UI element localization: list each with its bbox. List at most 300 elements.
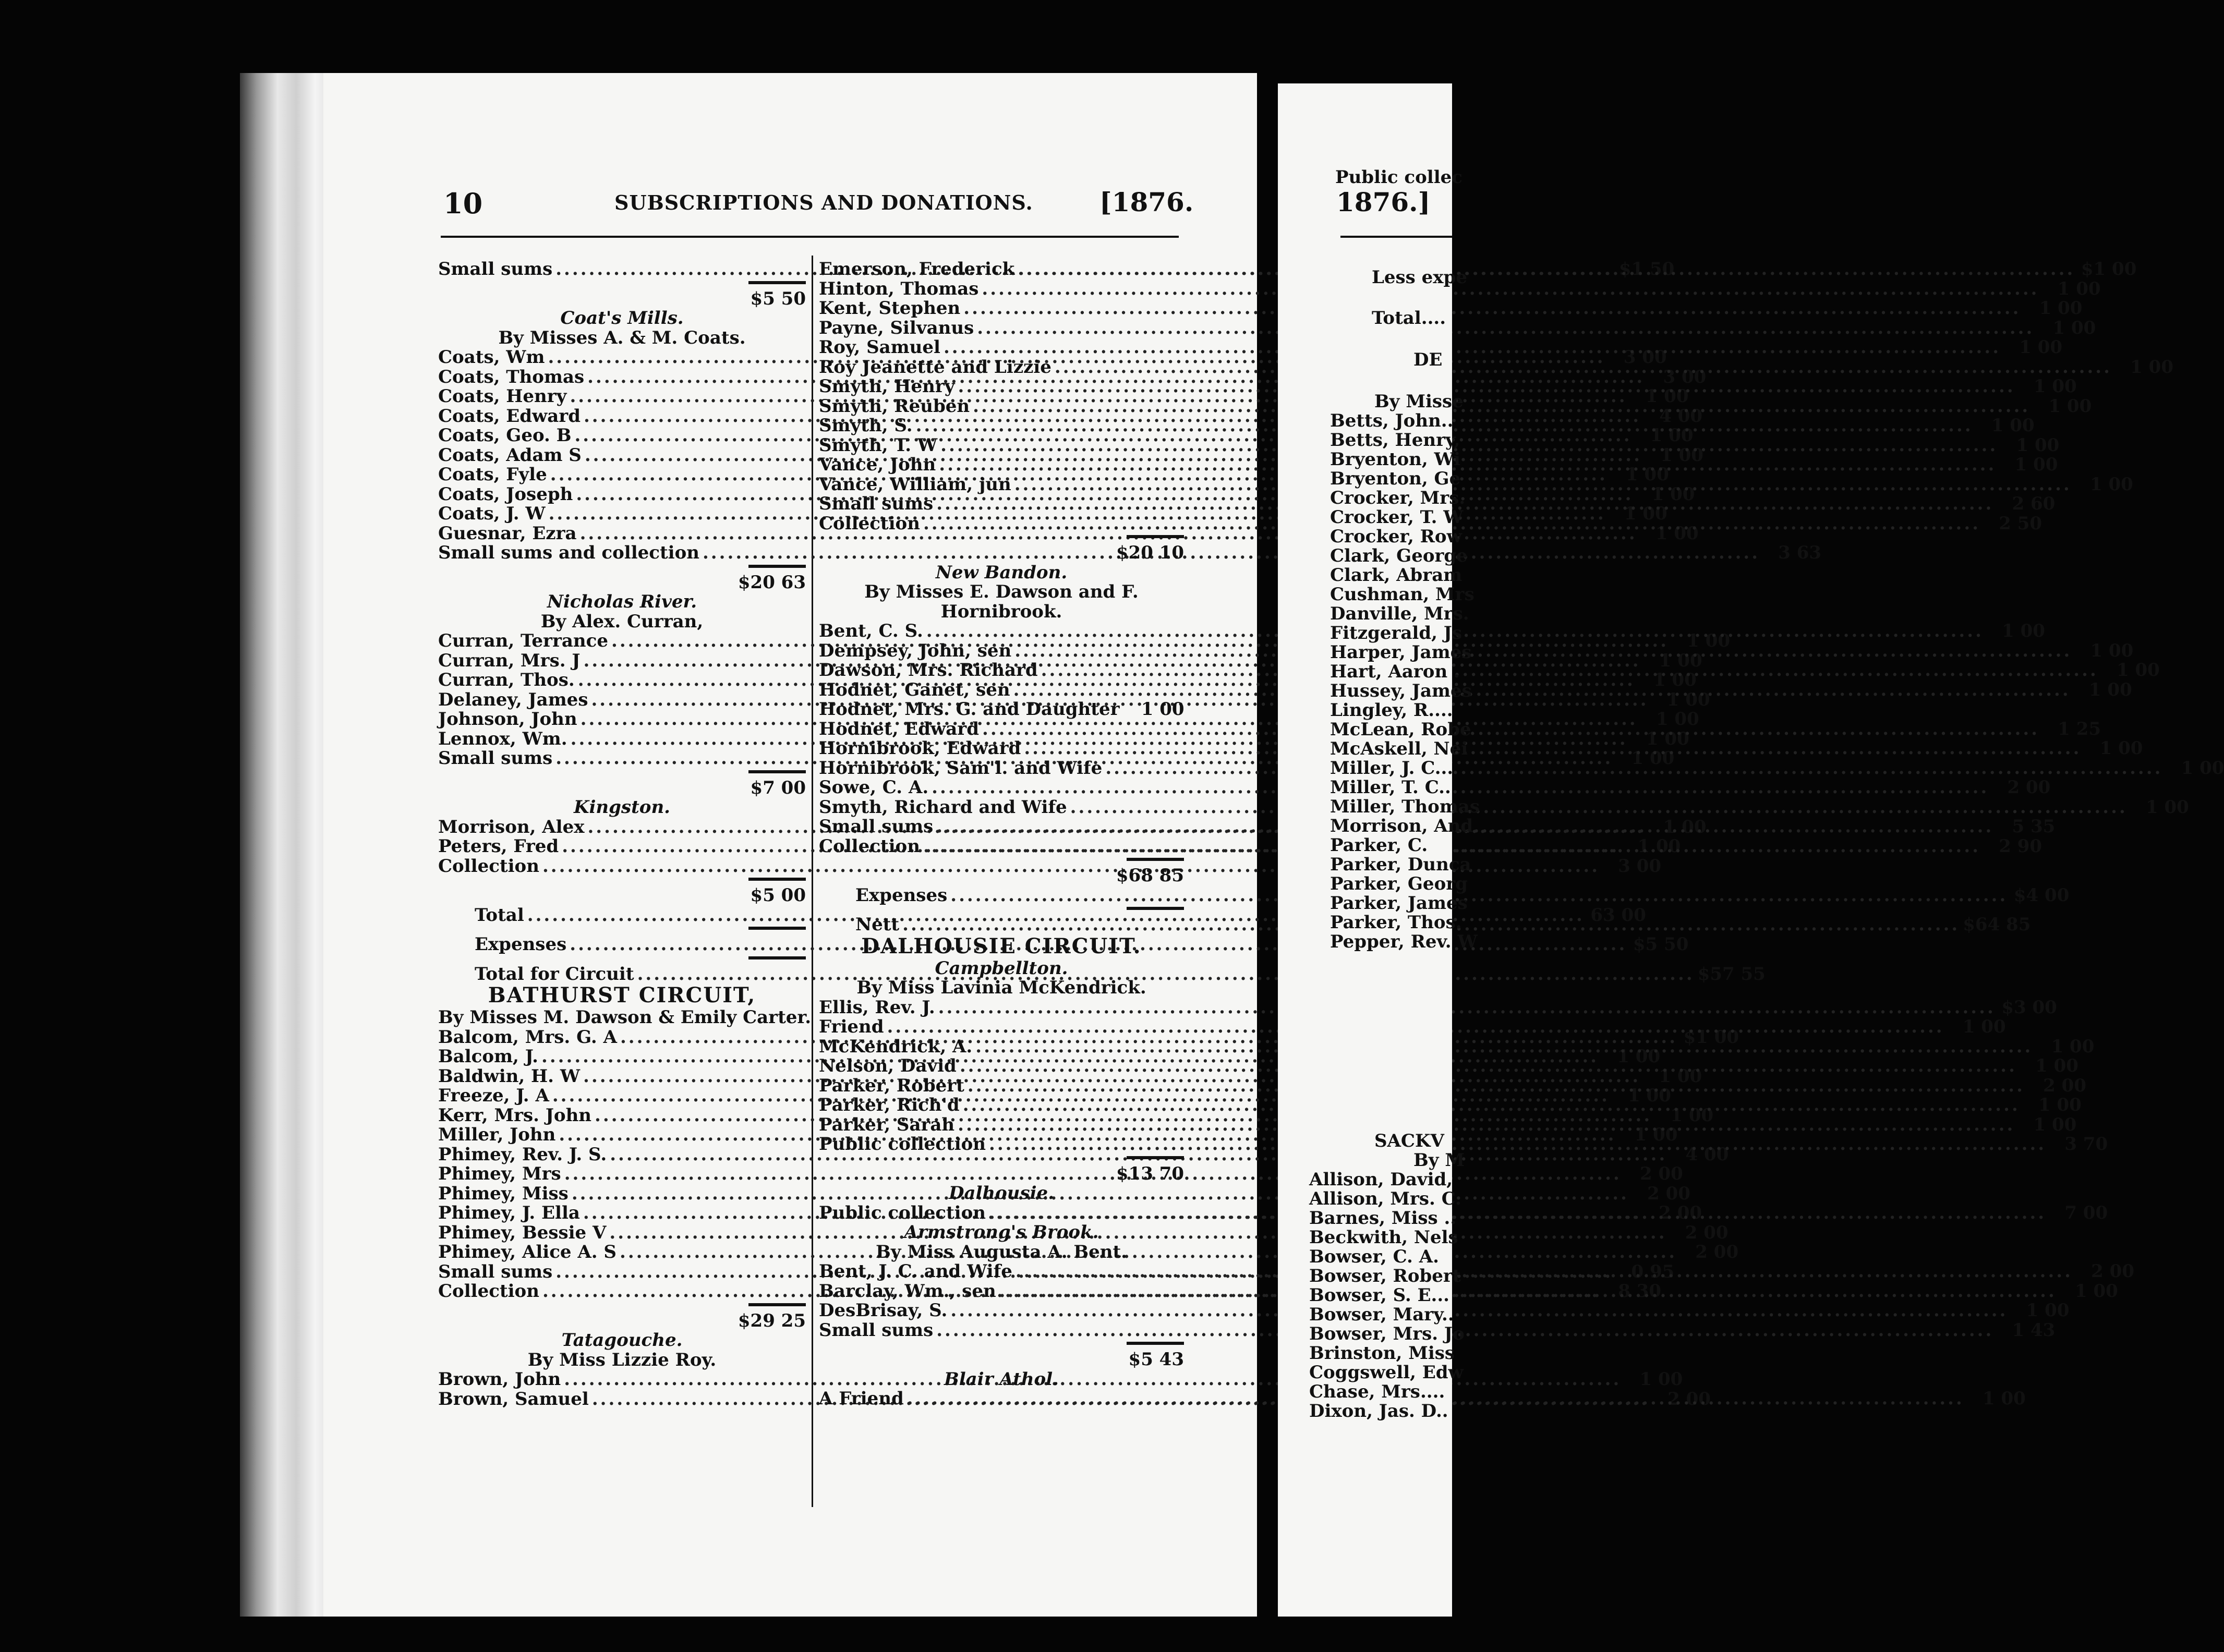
header-rule — [441, 236, 1179, 238]
entry-amount: 3 70 — [2064, 1134, 2108, 1155]
entry-name: Collection — [438, 1281, 539, 1302]
leader-dots — [963, 1095, 2020, 1115]
entry-amount: 1 00 — [1646, 728, 1689, 749]
right-page-line: Parker, Thos. — [1330, 912, 1462, 933]
leader-dots — [932, 777, 1989, 798]
leader-dots — [1055, 357, 2112, 378]
right-page-line: Crocker, T. W — [1330, 507, 1464, 528]
right-page-line: Fitzgerald, Js — [1330, 623, 1462, 643]
entry-amount: 4 00 — [1685, 1144, 1729, 1165]
entry-name: Parker, Sarah — [819, 1114, 955, 1135]
subtotal — [438, 572, 806, 592]
subtotal-rule — [748, 1303, 806, 1306]
subtotal-rule — [1127, 535, 1184, 538]
subtotal-rule — [748, 565, 806, 568]
entry-amount: 0 95 — [1631, 1261, 1675, 1282]
entry-name: Barclay, Wm., sen — [819, 1280, 996, 1302]
right-page-line: Bryenton, Ge — [1330, 468, 1461, 489]
entry-amount: 1 00 — [2048, 395, 2092, 417]
entry-amount: 1 00 — [2145, 796, 2189, 818]
leader-dots — [1014, 474, 2072, 495]
entry-name: Expenses — [475, 934, 567, 955]
collector-line: By Misses A. & M. Coats. — [498, 327, 746, 348]
entry-name: Balcom, Mrs. G. A — [438, 1026, 617, 1048]
entry-amount: 1 00 — [1659, 650, 1702, 671]
entry-name: Emerson, Frederick — [819, 259, 1015, 280]
right-page-line: Crocker, Mrs. — [1330, 488, 1466, 508]
right-page-line: Bowser, Mary.. — [1309, 1304, 1454, 1325]
entry-name: Coats, J. W — [438, 503, 546, 524]
collector-line: By Alex. Curran, — [540, 611, 704, 632]
entry-name: Collection — [819, 513, 920, 534]
leader-dots — [938, 997, 1996, 1018]
entry-name: Friend — [819, 1016, 884, 1037]
entry-name: Nelson, David — [819, 1055, 957, 1076]
entry-name: Public collection — [819, 1202, 986, 1223]
page-number: 10 — [443, 187, 483, 220]
entry-name: Delaney, James — [438, 689, 588, 710]
entry-name: Hodnet, Edward — [819, 718, 979, 739]
section-heading: Tatagouche. — [561, 1330, 683, 1351]
right-page-line: Cushman, Mrs — [1330, 584, 1474, 605]
entry-name: Parker, Robert — [819, 1075, 964, 1096]
subtotal-amount: $5 50 — [750, 288, 806, 309]
leader-dots — [950, 885, 2008, 906]
leader-dots — [936, 1320, 1993, 1341]
ledger-entry — [819, 1036, 2095, 1057]
entry-name: Parker, Rich'd — [819, 1095, 960, 1115]
entry-amount: 1 00 — [2026, 1300, 2070, 1321]
leader-dots — [1024, 738, 2081, 759]
subtotal-rule — [1127, 1342, 1184, 1345]
entry-amount: 4 00 — [1659, 405, 1703, 427]
entry-amount: 1 00 — [1655, 709, 1699, 730]
ledger-entry — [819, 1095, 2082, 1115]
entry-amount: $64 85 — [1963, 914, 2031, 935]
subtotal — [438, 885, 806, 905]
entry-name: Phimey, Rev. J. S. — [438, 1144, 607, 1165]
entry-amount: 1 00 — [1666, 689, 1710, 710]
subtotal — [819, 1163, 1184, 1183]
right-page-line: Bowser, Mrs. Jo — [1309, 1323, 1465, 1344]
entry-amount: 8 30 — [1618, 1281, 1662, 1302]
subtotal-rule — [1127, 858, 1184, 861]
entry-amount: 1 00 — [2057, 278, 2101, 299]
leader-dots — [939, 454, 1996, 475]
leader-dots — [963, 298, 2021, 319]
leader-dots — [989, 1134, 2046, 1155]
entry-amount: 1 00 — [1687, 630, 1731, 651]
entry-name: Smyth, Reuben — [819, 395, 970, 417]
right-page-line: Coggswell, Edw — [1309, 1362, 1464, 1383]
right-page-line: Betts, John.. — [1330, 410, 1454, 431]
entry-name: Curran, Mrs. J — [438, 650, 581, 671]
right-page-line: Pepper, Rev. W — [1330, 931, 1478, 952]
entry-name: Roy, Samuel — [819, 337, 940, 358]
entry-name: Collection — [438, 855, 539, 877]
right-page-line: Bowser, Robert — [1309, 1266, 1461, 1286]
entry-amount: 1 00 — [1962, 1016, 2006, 1037]
entry-amount: 1 00 — [1141, 699, 1184, 720]
entry-name: Sowe, C. A. — [819, 777, 929, 798]
leader-dots — [989, 1202, 2046, 1223]
subtotal-rule — [748, 878, 806, 881]
leader-dots — [958, 1114, 2015, 1135]
running-title: SUBSCRIPTIONS AND DONATIONS. — [614, 191, 1033, 214]
book-spine-edge — [240, 73, 334, 1617]
entry-name: Smyth, S. — [819, 415, 913, 436]
right-page-line: Brinston, Miss — [1309, 1343, 1455, 1364]
leader-dots — [1070, 797, 2128, 818]
entry-amount: 1 00 — [1663, 816, 1707, 837]
entry-name: Collection — [819, 835, 920, 857]
right-page-line: Parker, James — [1330, 893, 1468, 914]
subtotal-rule — [748, 927, 806, 930]
entry-amount: 1 00 — [2038, 1095, 2082, 1115]
entry-name: Miller, John — [438, 1124, 556, 1145]
entry-amount: 1 00 — [2088, 679, 2132, 700]
subtotal — [819, 1349, 1184, 1369]
entry-amount: 1 00 — [2019, 337, 2063, 358]
entry-name: Dempsey, John, sen — [819, 640, 1012, 661]
entry-amount: 3 63 — [1778, 542, 1822, 563]
ledger-entry — [819, 278, 2101, 299]
entry-amount: 1 00 — [1637, 836, 1681, 857]
entry-amount: 1 00 — [1670, 1104, 1714, 1126]
right-page-line: Less expe — [1372, 267, 1467, 288]
right-page-line: Bowser, S. E... — [1309, 1285, 1450, 1306]
entry-name: Ellis, Rev. J. — [819, 997, 935, 1018]
subtotal — [438, 1310, 806, 1330]
leader-dots — [982, 278, 2039, 299]
entry-amount: $1 00 — [2081, 259, 2137, 280]
leader-dots — [999, 1281, 2057, 1302]
entry-name: Coats, Edward — [438, 405, 581, 427]
entry-name: Coats, Fyle — [438, 464, 547, 485]
right-page-line: Harper, James — [1330, 642, 1472, 663]
entry-name: Small sums — [819, 493, 934, 514]
leader-dots — [944, 337, 2001, 358]
section-heading: Kingston. — [573, 797, 671, 818]
collector-line: Hornibrook. — [940, 601, 1062, 622]
entry-name: Vance, John — [819, 454, 936, 475]
entry-amount: 7 00 — [2064, 1202, 2108, 1223]
entry-amount: 63 00 — [1590, 904, 1646, 926]
subtotal-rule — [748, 770, 806, 773]
subtotal-amount: $7 00 — [750, 777, 806, 798]
entry-name: Hornibrook, Sam'l. and Wife — [819, 757, 1103, 779]
entry-amount: 1 00 — [1639, 1369, 1683, 1390]
entry-amount: 2 60 — [2012, 493, 2056, 514]
entry-name: Hodnet, Ganet, sen — [819, 679, 1010, 700]
entry-name: Kent, Stephen — [819, 298, 961, 319]
entry-name: Brown, John — [438, 1369, 561, 1390]
entry-amount: 2 00 — [1667, 1388, 1711, 1410]
entry-name: Small sums — [438, 259, 553, 280]
entry-name: Public collection — [819, 1134, 986, 1155]
entry-amount: 1 00 — [2116, 660, 2160, 681]
subtotal-amount: $13 70 — [1116, 1163, 1184, 1184]
right-page-fragment — [1278, 83, 1480, 1617]
leader-dots — [1018, 259, 2075, 280]
entry-name: Coats, Adam S — [438, 444, 582, 466]
entry-name: Bent, J. C. and Wife — [819, 1261, 1012, 1282]
right-page-line: Clark, George — [1330, 545, 1468, 566]
entry-name: Dawson, Mrs. Richard — [819, 660, 1038, 681]
entry-name: Nett — [855, 914, 900, 935]
entry-name: Small sums and collection — [438, 542, 699, 563]
entry-amount: $3 00 — [2001, 997, 2057, 1018]
entry-amount: 5 35 — [2012, 816, 2056, 837]
entry-name: Curran, Terrance — [438, 630, 608, 651]
entry-amount: 2 00 — [2091, 1261, 2134, 1282]
leader-dots — [1041, 660, 2098, 681]
section-heading: Blair Athol. — [944, 1368, 1059, 1390]
entry-name: Total for Circuit — [475, 963, 634, 985]
collector-line: By Miss Lavinia McKendrick. — [856, 977, 1146, 998]
entry-amount: 2 00 — [1640, 1163, 1683, 1184]
right-page-line: DE — [1413, 349, 1443, 370]
subtotal — [819, 542, 1184, 562]
entry-amount: 1 00 — [1626, 464, 1669, 485]
ledger-entry — [819, 997, 2057, 1018]
entry-name: Curran, Thos. — [438, 670, 575, 690]
entry-name: Phimey, Alice A. S — [438, 1242, 617, 1262]
entry-amount: 1 00 — [1650, 425, 1694, 446]
entry-name: Small sums — [438, 748, 553, 769]
right-page-line: Clark, Abram — [1330, 565, 1462, 586]
subtotal-amount: $29 25 — [738, 1310, 806, 1331]
collector-line: By Misses E. Dawson and F. — [864, 581, 1139, 602]
entry-amount: 1 00 — [1617, 1046, 1661, 1067]
right-page-line: By M — [1413, 1150, 1465, 1171]
entry-amount: 1 00 — [1628, 1085, 1671, 1106]
right-page-line: Bowser, C. A. — [1309, 1246, 1439, 1267]
entry-name: Coats, Joseph — [438, 483, 573, 505]
right-page-line: McLean, Robe — [1330, 719, 1471, 740]
entry-name: Lennox, Wm. — [438, 728, 567, 749]
entry-name: Smyth, Richard and Wife — [819, 796, 1067, 818]
entry-name: Baldwin, H. W — [438, 1065, 581, 1087]
entry-amount: 1 00 — [2039, 298, 2083, 319]
entry-amount: 1 00 — [2099, 738, 2143, 759]
collector-line: By Miss Augusta A. Bent. — [876, 1241, 1127, 1262]
ledger-entry — [819, 1114, 2077, 1135]
subtotal-amount: $5 00 — [750, 885, 806, 906]
entry-name: Johnson, John — [438, 709, 577, 730]
entry-amount: $4 00 — [2013, 884, 2070, 906]
ledger-entry — [819, 1016, 2006, 1037]
leader-dots — [1013, 679, 2071, 700]
entry-amount: 2 50 — [1999, 513, 2042, 534]
entry-name: Phimey, J. Ella — [438, 1202, 580, 1223]
entry-amount: 1 00 — [1624, 503, 1667, 524]
subtotal-rule — [1127, 907, 1184, 910]
section-heading: Campbellton. — [935, 957, 1068, 979]
right-page-line: Dixon, Jas. D.. — [1309, 1401, 1448, 1422]
entry-amount: 3 00 — [1623, 347, 1667, 368]
entry-amount: 1 00 — [1660, 444, 1703, 466]
collector-line: By Misses M. Dawson & Emily Carter. — [438, 1007, 812, 1028]
entry-name: Kerr, Mrs. John — [438, 1104, 592, 1126]
entry-amount: $1 50 — [1618, 259, 1675, 280]
entry-name: Balcom, J. — [438, 1046, 538, 1067]
right-page-line: Hart, Aaron . — [1330, 661, 1460, 682]
entry-name: Expenses — [855, 884, 948, 906]
entry-amount: 1 00 — [2181, 757, 2224, 779]
entry-amount: 1 00 — [1631, 748, 1675, 769]
right-page-line: Beckwith, Nels — [1309, 1227, 1458, 1248]
entry-amount: 1 00 — [2052, 317, 2096, 338]
entry-amount: 2 00 — [1695, 1242, 1739, 1262]
entry-amount: 1 00 — [1659, 1065, 1702, 1087]
right-page-line: Allison, David, — [1309, 1169, 1453, 1190]
section-heading: Coat's Mills. — [560, 308, 684, 329]
right-page-line: SACKV — [1374, 1131, 1444, 1151]
right-page-year: 1876.] — [1336, 187, 1431, 217]
entry-amount: 1 00 — [2130, 356, 2173, 378]
entry-name: Small sums — [819, 1319, 934, 1341]
leader-dots — [1105, 758, 2162, 779]
entry-amount: 1 00 — [1655, 523, 1699, 544]
entry-name: Coats, Wm — [438, 347, 545, 368]
right-page-line: Hussey, James — [1330, 681, 1472, 701]
entry-amount: 2 00 — [1685, 1222, 1729, 1243]
subtotal-rule — [1127, 1156, 1184, 1159]
right-page-line: Crocker, Row — [1330, 526, 1462, 547]
entry-name: Hinton, Thomas — [819, 278, 979, 299]
entry-amount: 1 00 — [2002, 621, 2045, 641]
entry-amount: 1 00 — [1983, 1388, 2026, 1409]
entry-amount: 1 00 — [1634, 1124, 1678, 1145]
ledger-entry — [819, 1055, 2078, 1076]
entry-name: Brown, Samuel — [438, 1388, 589, 1410]
right-page-line: Parker, C. — [1330, 835, 1428, 856]
entry-name: Total — [475, 904, 524, 926]
entry-name: DesBrisay, S. — [819, 1300, 948, 1321]
entry-name: Bent, C. S. — [819, 621, 923, 641]
entry-amount: 2 00 — [1659, 1202, 1702, 1223]
ledger-entry — [819, 699, 1184, 719]
leader-dots — [968, 1075, 2025, 1096]
entry-name: Coats, Henry — [438, 386, 567, 407]
right-page-line: Allison, Mrs. C. — [1309, 1188, 1462, 1209]
subtotal-amount: $68 85 — [1116, 865, 1184, 886]
subtotal-rule — [748, 281, 806, 284]
section-heading: Armstrong's Brook. — [904, 1222, 1099, 1243]
section-heading: Nicholas River. — [547, 591, 697, 612]
entry-amount: 1 00 — [2074, 1280, 2118, 1302]
right-page-line: Parker, Dunca — [1330, 854, 1471, 875]
leader-dots — [960, 1055, 2017, 1076]
entry-name: Morrison, Alex — [438, 816, 585, 837]
right-page-line: Betts, Henry, — [1330, 430, 1460, 451]
subtotal-rule — [748, 956, 806, 959]
subtotal — [438, 778, 806, 797]
right-page-header-rule — [1340, 236, 1452, 238]
right-page-line: McAskell, Nei — [1330, 738, 1468, 759]
entry-name: Small sums — [819, 816, 934, 837]
leader-dots — [973, 396, 2030, 417]
entry-amount: 1 00 — [2035, 1055, 2078, 1076]
leader-dots — [1014, 640, 2072, 661]
entry-amount: 3 00 — [1663, 366, 1707, 387]
entry-amount: 1 00 — [2090, 473, 2133, 495]
entry-name: Smyth, T. W — [819, 434, 938, 456]
entry-name: Vance, William, jun — [819, 473, 1011, 495]
entry-amount: 1 00 — [2051, 1036, 2095, 1057]
entry-amount: 1 00 — [1651, 483, 1695, 505]
entry-amount: 1 00 — [2033, 1114, 2077, 1135]
entry-amount: 2 00 — [2007, 777, 2051, 798]
leader-dots — [975, 1036, 2033, 1057]
collector-line: By Miss Lizzie Roy. — [527, 1349, 717, 1370]
right-page-line: Danville, Mrs. — [1330, 603, 1469, 624]
leader-dots — [1016, 1261, 2073, 1282]
entry-amount: 3 00 — [1618, 855, 1662, 877]
right-page-line: Public collec — [1335, 167, 1462, 188]
right-page-line: Parker, Georg — [1330, 873, 1468, 894]
subtotal-amount: $5 43 — [1128, 1349, 1184, 1370]
entry-name: Hornibrook, Edward — [819, 738, 1021, 759]
entry-name: Roy Jeanette and Lizzie — [819, 356, 1051, 378]
entry-amount: 1 00 — [2014, 454, 2058, 475]
entry-amount: 1 00 — [1991, 415, 2035, 436]
entry-name: Coats, Geo. B — [438, 425, 572, 446]
entry-name: Phimey, Mrs — [438, 1163, 561, 1184]
entry-amount: $57 55 — [1697, 963, 1766, 985]
entry-name: Hodnet, Mrs. G. and Daughter — [819, 699, 1120, 720]
entry-name: Payne, Silvanus — [819, 317, 974, 338]
header-year: [1876. — [1099, 187, 1194, 217]
right-page-line: By Misse — [1374, 391, 1464, 412]
entry-amount: 2 90 — [1999, 835, 2042, 857]
entry-amount: 1 00 — [1653, 670, 1697, 690]
entry-name: Freeze, J. A — [438, 1085, 549, 1106]
entry-name: Small sums — [438, 1261, 553, 1282]
entry-name: Phimey, Bessie V — [438, 1222, 607, 1243]
entry-amount: 2 00 — [2043, 1075, 2086, 1096]
entry-amount: 1 00 — [1645, 386, 1689, 407]
right-page-line: Barnes, Miss .. — [1309, 1208, 1457, 1229]
section-heading: New Bandon. — [935, 562, 1068, 583]
leader-dots — [940, 435, 1998, 456]
right-page-line: Lingley, R.... — [1330, 700, 1453, 721]
circuit-heading: DALHOUSIE CIRCUIT. — [861, 933, 1142, 958]
entry-amount: 1 00 — [2033, 376, 2077, 397]
subtotal — [438, 288, 806, 308]
entry-amount: $1 00 — [1683, 1026, 1739, 1048]
entry-name: Guesnar, Ezra — [438, 523, 577, 544]
entry-name: A Friend — [819, 1388, 904, 1409]
entry-amount: 1 00 — [2016, 434, 2060, 456]
subtotal-amount: $20 10 — [1116, 542, 1184, 563]
right-page-line: Miller, Thomas — [1330, 796, 1480, 817]
entry-name: Peters, Fred — [438, 836, 559, 857]
right-page-line: Miller, J. C... — [1330, 758, 1454, 779]
entry-name: Smyth, Henry — [819, 376, 955, 397]
circuit-heading: BATHURST CIRCUIT, — [488, 983, 756, 1007]
right-page-line: Miller, T. C.. — [1330, 777, 1451, 798]
subtotal — [819, 865, 1184, 885]
right-page-line: Morrison, And — [1330, 816, 1473, 836]
entry-amount: 1 25 — [2058, 718, 2101, 739]
right-page-line: Chase, Mrs.... — [1309, 1381, 1445, 1402]
right-page-line: Total.... — [1372, 308, 1446, 329]
subtotal-amount: $20 63 — [738, 572, 806, 593]
entry-name: Phimey, Miss — [438, 1183, 569, 1204]
entry-amount: 1 00 — [2090, 640, 2134, 661]
